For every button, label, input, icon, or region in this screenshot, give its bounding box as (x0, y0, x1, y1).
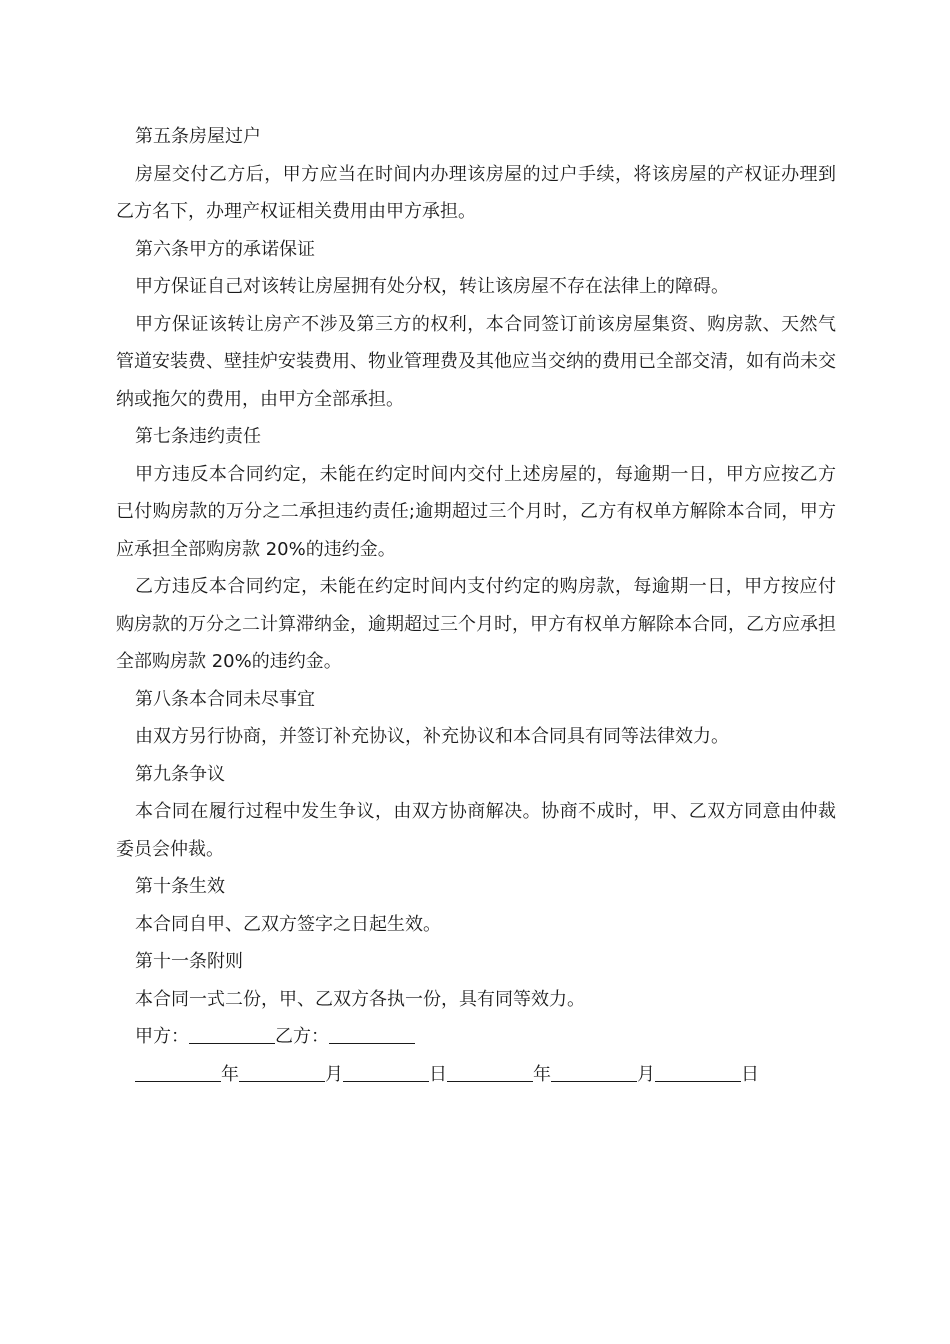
day-label: 日 (741, 1063, 759, 1085)
month-label: 月 (637, 1063, 655, 1085)
party-a-year-blank (135, 1061, 221, 1082)
section-heading: 第六条甲方的承诺保证 (135, 238, 315, 260)
party-a-signature-blank (189, 1023, 275, 1044)
section-paragraph: 甲方保证自己对该转让房屋拥有处分权，转让该房屋不存在法律上的障碍。 (135, 276, 729, 297)
party-a-day-blank (343, 1061, 429, 1082)
party-a-month-blank (239, 1061, 325, 1082)
party-b-day-blank (655, 1061, 741, 1082)
section-heading: 第八条本合同未尽事宜 (135, 688, 315, 710)
section-heading: 第十一条附则 (135, 951, 243, 972)
section-paragraph: 房屋交付乙方后，甲方应当在时间内办理该房屋的过户手续，将该房屋的产权证办理到乙方名下，办理产权证相关费用由甲方承担。 (116, 163, 836, 222)
year-label: 年 (533, 1063, 551, 1085)
section-paragraph: 由双方另行协商，并签订补充协议，补充协议和本合同具有同等法律效力。 (135, 726, 729, 747)
section-heading: 第五条房屋过户 (135, 126, 261, 147)
party-b-label: 乙方： (275, 1026, 329, 1047)
section-paragraph: 本合同一式二份，甲、乙双方各执一份，具有同等效力。 (135, 988, 585, 1010)
day-label: 日 (429, 1063, 447, 1085)
signature-parties-line (116, 1018, 836, 1056)
section-heading: 第十条生效 (135, 876, 225, 897)
section-heading: 第九条争议 (135, 763, 225, 785)
year-label: 年 (221, 1063, 239, 1085)
party-b-signature-blank (329, 1023, 415, 1044)
month-label: 月 (325, 1063, 343, 1085)
section-heading: 第七条违约责任 (135, 426, 261, 447)
section-paragraph: 本合同自甲、乙双方签字之日起生效。 (135, 913, 441, 935)
signature-date-line (116, 1056, 836, 1094)
section-paragraph: 甲方违反本合同约定，未能在约定时间内交付上述房屋的，每逾期一日，甲方应按乙方已付购房款的万分之二承担违约责任;逾期超过三个月时，乙方有权单方解除本合同，甲方应承担全部购房款 20%的违约金。 (116, 463, 836, 560)
section-paragraph: 本合同在履行过程中发生争议，由双方协商解决。协商不成时，甲、乙双方同意由仲裁委员会仲裁。 (116, 801, 836, 860)
contract-page (116, 118, 836, 1093)
section-paragraph: 乙方违反本合同约定，未能在约定时间内支付约定的购房款，每逾期一日，甲方按应付购房款的万分之二计算滞纳金，逾期超过三个月时，甲方有权单方解除本合同，乙方应承担全部购房款 20%的违约金。 (116, 576, 836, 672)
party-b-month-blank (551, 1061, 637, 1082)
party-b-year-blank (447, 1061, 533, 1082)
section-paragraph: 甲方保证该转让房产不涉及第三方的权利，本合同签订前该房屋集资、购房款、天然气管道安装费、壁挂炉安装费用、物业管理费及其他应当交纳的费用已全部交清，如有尚未交纳或拖欠的费用，由甲方全部承担。 (116, 313, 836, 410)
party-a-label: 甲方： (135, 1026, 189, 1047)
